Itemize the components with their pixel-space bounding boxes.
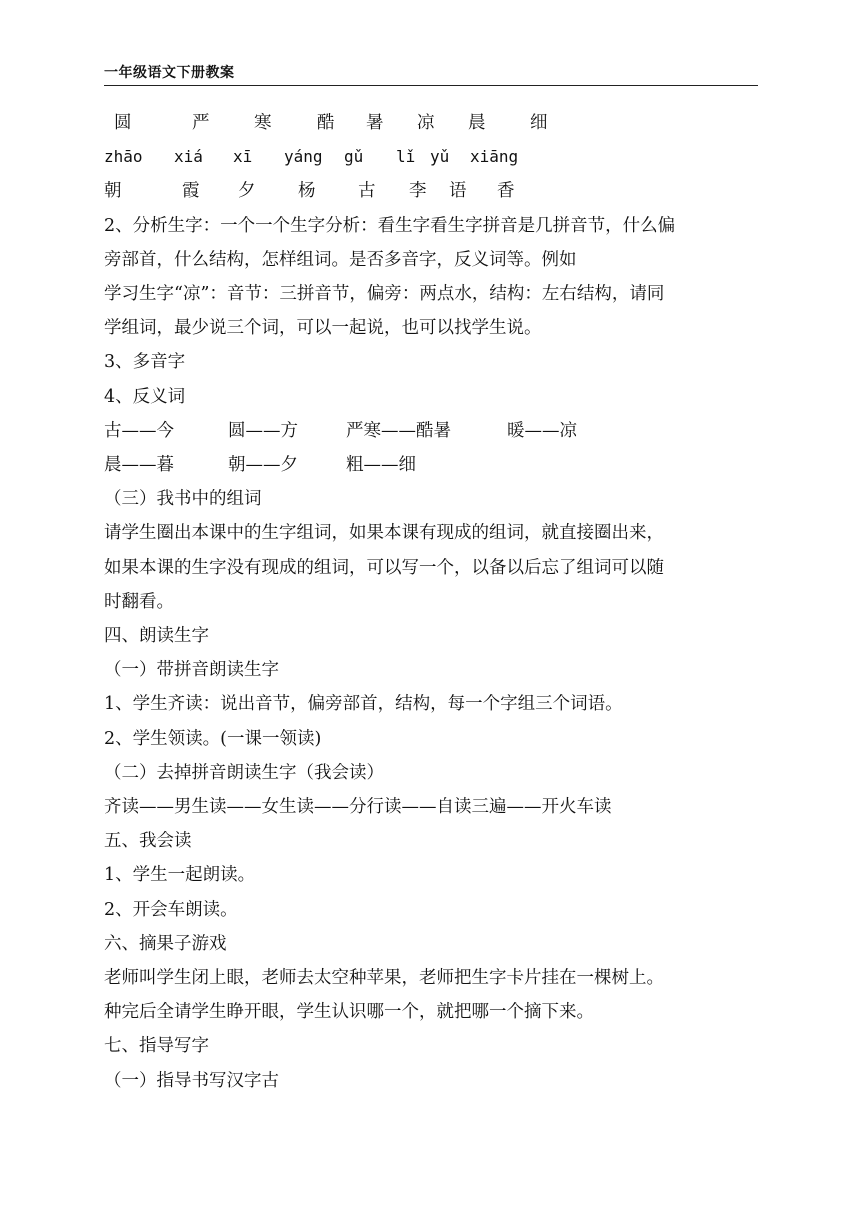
paragraph-line: 2、学生领读。(一课一领读) <box>104 728 322 749</box>
pinyin: yáng <box>284 147 323 167</box>
antonym-pair: 严寒——酷暑 <box>346 420 451 441</box>
antonym-pair: 古——今 <box>104 420 174 441</box>
paragraph-line: 如果本课的生字没有现成的组词，可以写一个，以备以后忘了组词可以随 <box>104 557 664 578</box>
antonym-row-2 <box>104 448 760 482</box>
pinyin: xiāng <box>470 147 519 167</box>
character: 圆 <box>114 113 132 133</box>
antonym-pair: 圆——方 <box>228 420 298 441</box>
paragraph-line: 种完后全请学生睁开眼，学生认识哪一个，就把哪一个摘下来。 <box>104 1002 594 1023</box>
section-heading: 四、朗读生字 <box>104 625 209 646</box>
paragraph-line: 旁部首，什么结构，怎样组词。是否多音字，反义词等。例如 <box>104 249 577 270</box>
pinyin: yǔ <box>430 147 450 167</box>
paragraph-line: 学习生字“凉”：音节：三拼音节，偏旁：两点水，结构：左右结构，请同 <box>104 283 665 304</box>
section-heading: 五、我会读 <box>104 831 192 852</box>
paragraph-line: 时翻看。 <box>104 591 174 612</box>
subsection-heading: （二）去掉拼音朗读生字（我会读） <box>104 762 384 783</box>
character: 朝 <box>104 181 122 202</box>
character: 杨 <box>298 181 316 202</box>
pinyin: xiá <box>174 147 203 167</box>
paragraph-line: 2、分析生字：一个一个生字分析：看生字看生字拼音是几拼音节，什么偏 <box>104 215 676 236</box>
character: 古 <box>358 181 376 202</box>
character-row-1 <box>104 106 760 140</box>
pinyin: xī <box>233 147 253 167</box>
character: 香 <box>497 181 515 202</box>
paragraph-line: 齐读——男生读——女生读——分行读——自读三遍——开火车读 <box>104 796 612 817</box>
character: 凉 <box>417 113 435 133</box>
section-heading: 七、指导写字 <box>104 1036 209 1057</box>
character-row-2 <box>104 174 760 208</box>
character: 霞 <box>182 181 200 202</box>
pinyin: zhāo <box>104 147 143 167</box>
paragraph-line: 老师叫学生闭上眼，老师去太空种苹果，老师把生字卡片挂在一棵树上。 <box>104 968 664 988</box>
section-heading: 4、反义词 <box>104 386 186 407</box>
character: 酷 <box>317 113 335 133</box>
character: 晨 <box>468 113 486 133</box>
subsection-heading: （一）指导书写汉字古 <box>104 1070 279 1091</box>
subsection-heading: （一）带拼音朗读生字 <box>104 660 279 681</box>
antonym-row-1 <box>104 414 760 448</box>
character: 语 <box>449 181 467 202</box>
antonym-pair: 朝——夕 <box>228 454 298 475</box>
character: 李 <box>409 181 427 202</box>
pinyin: gǔ <box>344 147 364 167</box>
character: 严 <box>192 113 210 133</box>
page-header-title: 一年级语文下册教案 <box>104 65 235 81</box>
paragraph-line: 2、开会车朗读。 <box>104 899 238 920</box>
lesson-content <box>104 106 760 1098</box>
paragraph-line: 1、学生齐读：说出音节，偏旁部首，结构，每一个字组三个词语。 <box>104 694 623 715</box>
antonym-pair: 粗——细 <box>346 454 416 475</box>
antonym-pair: 暖——凉 <box>507 420 577 441</box>
pinyin: lǐ <box>396 147 416 167</box>
character: 暑 <box>366 113 384 133</box>
section-heading: 3、多音字 <box>104 352 186 373</box>
character: 夕 <box>238 181 256 202</box>
character: 细 <box>530 113 548 133</box>
character: 寒 <box>254 113 272 133</box>
paragraph-line: 学组词，最少说三个词，可以一起说，也可以找学生说。 <box>104 318 542 339</box>
paragraph-line: 请学生圈出本课中的生字组词，如果本课有现成的组词，就直接圈出来， <box>104 523 664 544</box>
pinyin-row <box>104 140 760 174</box>
antonym-pair: 晨——暮 <box>104 454 174 475</box>
paragraph-line: 1、学生一起朗读。 <box>104 865 256 886</box>
section-heading: 六、摘果子游戏 <box>104 933 227 954</box>
subsection-heading: （三）我书中的组词 <box>104 489 262 510</box>
header-divider <box>104 85 758 86</box>
